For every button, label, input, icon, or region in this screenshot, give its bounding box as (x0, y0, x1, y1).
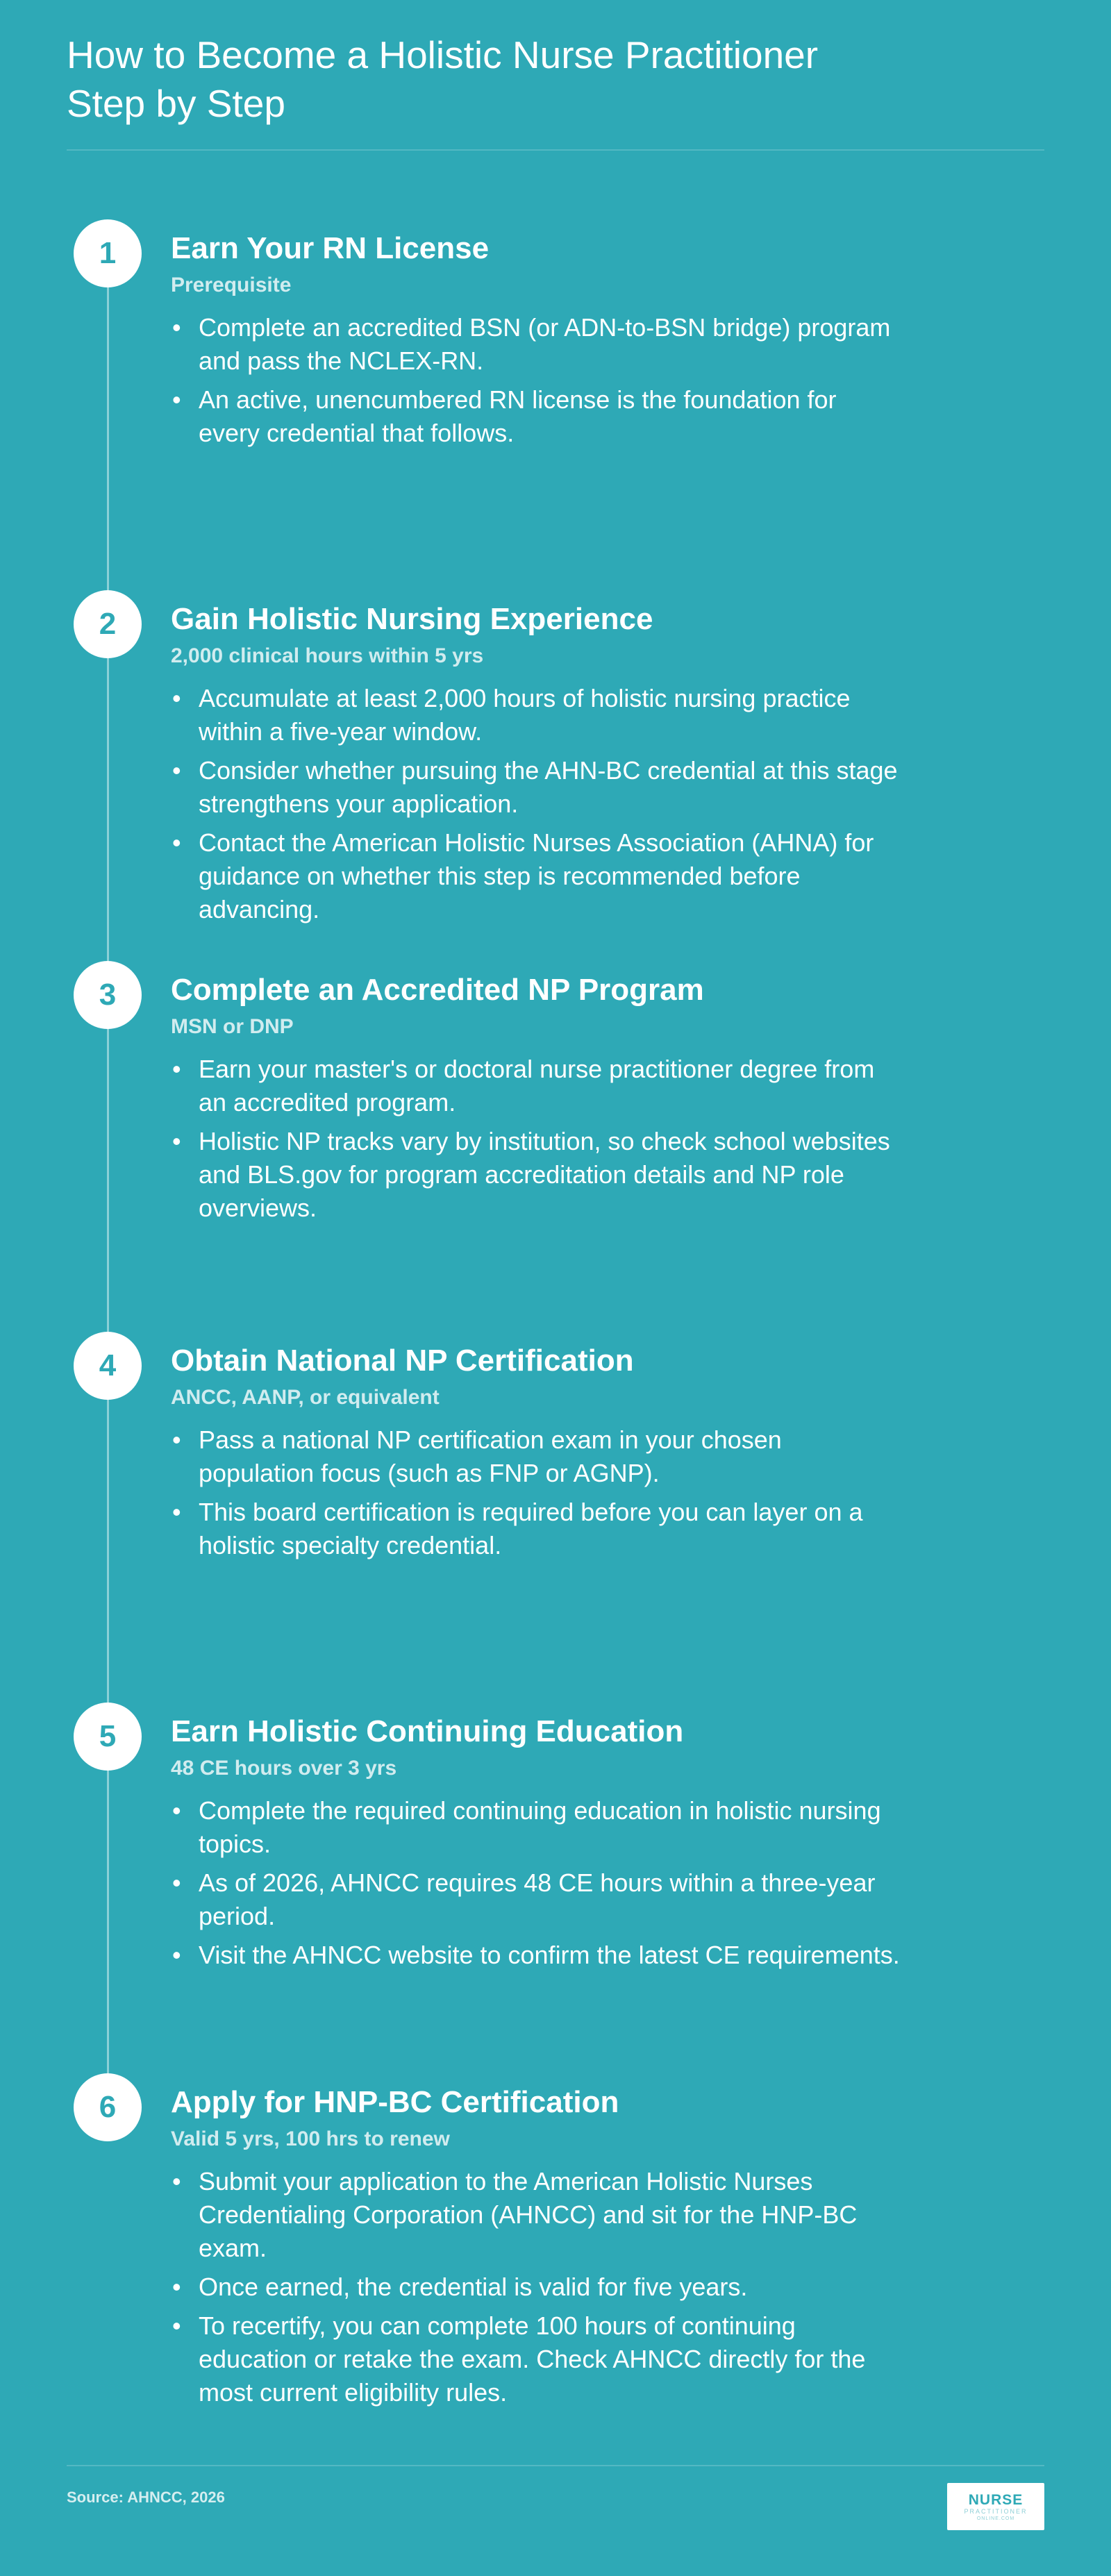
step-bullet-item: • This board certification is required before you can layer on a holistic specialty credential. (171, 1496, 900, 1562)
step-content (171, 2083, 900, 2415)
step-bullet-item: • Complete the required continuing education in holistic nursing topics. (171, 1794, 900, 1861)
logo-site-text: ONLINE.COM (976, 2516, 1015, 2521)
step-title: Complete an Accredited NP Program (171, 973, 704, 1007)
step-bullet-item: • As of 2026, AHNCC requires 48 CE hours within a three-year period. (171, 1866, 900, 1933)
step-title: Obtain National NP Certification (171, 1344, 634, 1378)
step-content (171, 600, 900, 932)
step-bullet-item: • Visit the AHNCC website to confirm the latest CE requirements. (171, 1939, 900, 1972)
step-number-badge: 5 (74, 1703, 142, 1771)
timeline-line (107, 240, 109, 2093)
step-number-badge: 1 (74, 219, 142, 287)
step-content (171, 971, 900, 1230)
footer-divider (67, 2465, 1044, 2466)
logo-sub-text: PRACTITIONER (964, 2507, 1028, 2515)
step-bullet-list (171, 2165, 900, 2409)
step-number-badge: 6 (74, 2073, 142, 2141)
step-number-badge: 4 (74, 1332, 142, 1400)
step-subtitle: Valid 5 yrs, 100 hrs to renew (171, 2127, 450, 2150)
step-content (171, 229, 900, 455)
step-number-badge: 3 (74, 961, 142, 1029)
page-title: How to Become a Holistic Nurse Practitioner Step by Step (67, 33, 819, 125)
step-bullet-item: • Accumulate at least 2,000 hours of holistic nursing practice within a five-year window. (171, 682, 900, 748)
step-bullet-list (171, 1794, 900, 1972)
nurse-practitioner-online-logo[interactable] (947, 2483, 1044, 2530)
step-subtitle: Prerequisite (171, 274, 292, 296)
step-bullet-item: • Complete an accredited BSN (or ADN-to-BSN bridge) program and pass the NCLEX-RN. (171, 311, 900, 378)
step-bullet-item: • Consider whether pursuing the AHN-BC credential at this stage strengthens your application. (171, 754, 900, 821)
step-subtitle: MSN or DNP (171, 1015, 294, 1038)
step-content (171, 1712, 900, 1977)
step-bullet-item: • Pass a national NP certification exam in your chosen population focus (such as FNP or AGNP). (171, 1423, 900, 1490)
step-subtitle: 48 CE hours over 3 yrs (171, 1757, 397, 1780)
step-title: Earn Your RN License (171, 231, 490, 265)
step-bullet-item: • Once earned, the credential is valid for five years. (171, 2270, 900, 2304)
step-bullet-item: • To recertify, you can complete 100 hours of continuing education or retake the exam. Check AHNCC directly for the most current eligibility rules. (171, 2309, 900, 2409)
step-bullet-list (171, 311, 900, 450)
logo-main-text: NURSE (968, 2491, 1024, 2508)
step-subtitle: ANCC, AANP, or equivalent (171, 1386, 440, 1409)
step-number-badge: 2 (74, 590, 142, 658)
step-title: Apply for HNP-BC Certification (171, 2085, 619, 2119)
step-subtitle: 2,000 clinical hours within 5 yrs (171, 644, 484, 667)
step-bullet-list (171, 682, 900, 926)
step-bullet-list (171, 1423, 900, 1562)
title-divider (67, 149, 1044, 151)
step-bullet-item: • Submit your application to the American Holistic Nurses Credentialing Corporation (AHNCC) and sit for the HNP-BC exam. (171, 2165, 900, 2265)
step-title: Earn Holistic Continuing Education (171, 1714, 684, 1748)
step-bullet-item: • Contact the American Holistic Nurses Association (AHNA) for guidance on whether this step is recommended before advancing. (171, 826, 900, 926)
step-content (171, 1341, 900, 1568)
step-bullet-item: • Earn your master's or doctoral nurse practitioner degree from an accredited program. (171, 1053, 900, 1119)
step-bullet-list (171, 1053, 900, 1225)
step-title: Gain Holistic Nursing Experience (171, 602, 653, 636)
source-note: Source: AHNCC, 2026 (67, 2489, 225, 2506)
step-bullet-item: • Holistic NP tracks vary by institution, so check school websites and BLS.gov for program accreditation details and NP role overviews. (171, 1125, 900, 1225)
step-bullet-item: • An active, unencumbered RN license is the foundation for every credential that follows. (171, 383, 900, 450)
